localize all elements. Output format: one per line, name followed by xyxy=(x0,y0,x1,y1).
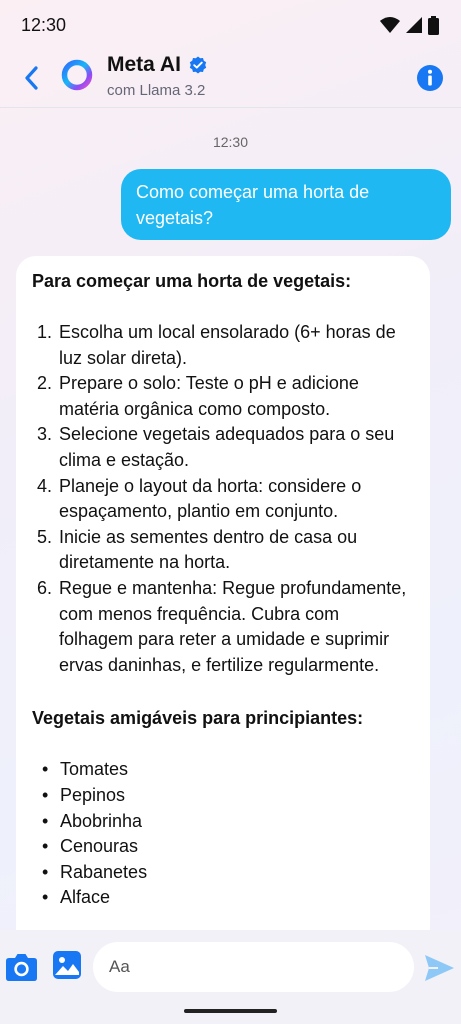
chat-header xyxy=(0,50,461,108)
ai-message-heading: Para começar uma horta de vegetais: xyxy=(32,271,352,291)
list-item: 2. Prepare o solo: Teste o pH e adicione matéria orgânica como composto. xyxy=(37,373,359,419)
list-item: • Alface xyxy=(42,887,111,908)
ai-message-bubble[interactable] xyxy=(16,256,430,936)
back-button[interactable] xyxy=(18,64,44,92)
message-input[interactable] xyxy=(93,942,414,992)
battery-icon xyxy=(428,16,439,35)
meta-ai-ring-icon[interactable] xyxy=(60,58,94,92)
status-time: 12:30 xyxy=(21,14,67,35)
chat-title-block[interactable] xyxy=(107,53,207,99)
camera-icon[interactable] xyxy=(5,952,38,982)
image-gallery-icon[interactable] xyxy=(52,950,82,980)
list-item: • Abobrinha xyxy=(42,810,143,831)
list-item: 1. Escolha um local ensolarado (6+ horas de luz solar direta). xyxy=(37,322,396,368)
send-icon[interactable] xyxy=(423,953,456,983)
list-item: 3. Selecione vegetais adequados para o seu clima e estação. xyxy=(37,424,395,470)
user-message-bubble[interactable]: Como começar uma horta de vegetais? xyxy=(121,169,451,240)
list-item: 6. Regue e mantenha: Regue profundamente, com menos frequência. Cubra com folhagem para reter a umidade e suprimir ervas daninhas, e fertilize regularmente. xyxy=(37,577,407,675)
list-item: • Pepinos xyxy=(42,784,126,805)
vegetables-list xyxy=(32,757,414,911)
ai-message-subheading: Vegetais amigáveis para principiantes: xyxy=(32,708,364,729)
info-icon[interactable] xyxy=(416,64,444,92)
message-timestamp: 12:30 xyxy=(212,134,249,150)
signal-icon xyxy=(406,17,422,33)
verified-badge-icon xyxy=(189,56,207,74)
list-item: • Rabanetes xyxy=(42,861,148,882)
list-item: 4. Planeje o layout da horta: considere o espaçamento, plantio em conjunto. xyxy=(37,475,362,522)
steps-list xyxy=(32,320,414,678)
list-item: • Tomates xyxy=(42,759,129,780)
wifi-icon xyxy=(380,17,400,33)
list-item: • Cenouras xyxy=(42,836,139,857)
list-item: 5. Inicie as sementes dentro de casa ou diretamente na horta. xyxy=(37,526,358,573)
home-indicator[interactable] xyxy=(184,1009,277,1013)
status-icons xyxy=(380,16,439,35)
chat-title: Meta AI xyxy=(107,53,181,76)
status-bar xyxy=(0,0,461,50)
chevron-left-icon xyxy=(23,66,39,90)
chat-subtitle: com Llama 3.2 xyxy=(107,82,206,99)
